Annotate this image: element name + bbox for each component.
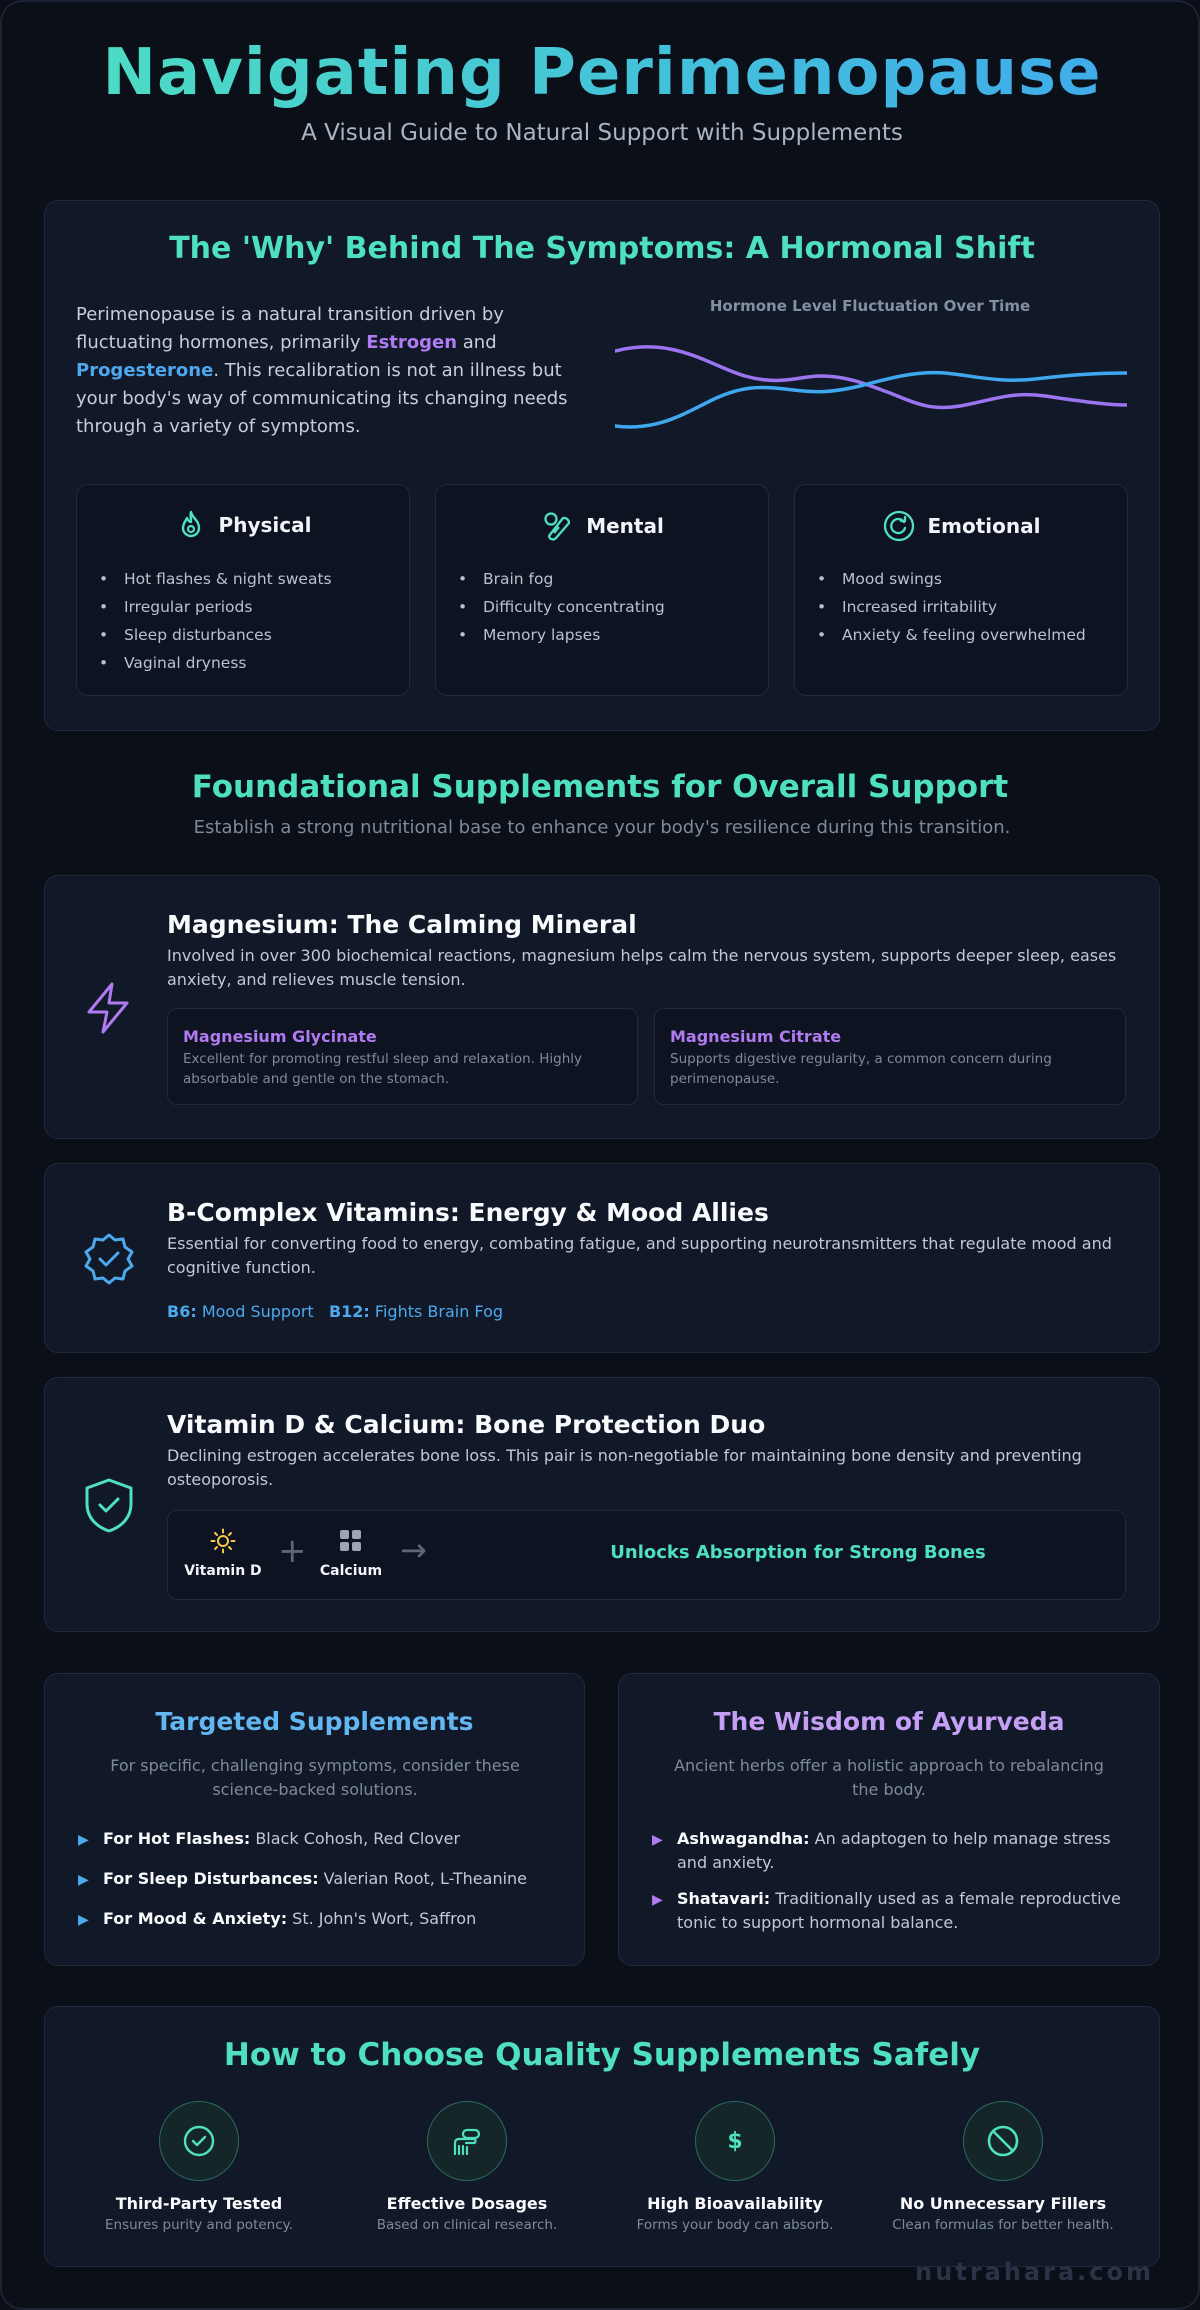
badge-check-icon bbox=[82, 1232, 136, 1286]
progesterone-wave bbox=[615, 373, 1127, 427]
ban-icon bbox=[986, 2124, 1020, 2158]
form-desc: Supports digestive regularity, a common concern during perimenopause. bbox=[670, 1051, 1052, 1087]
sun-icon bbox=[210, 1528, 236, 1554]
hormone-wave-chart bbox=[615, 331, 1127, 441]
form-title: Magnesium Glycinate bbox=[183, 1027, 377, 1046]
magnesium-title: Magnesium: The Calming Mineral bbox=[167, 910, 637, 939]
estrogen-highlight: Estrogen bbox=[366, 332, 458, 353]
quality-icon-circle bbox=[963, 2101, 1043, 2181]
list-item: • Mood swings bbox=[817, 565, 1086, 593]
hormonal-shift-text: Perimenopause is a natural transition driven by fluctuating hormones, primarily Estrogen and Progesterone. This recalibration is not an illness but your body's way of communicating its changing needs through a variety of symptoms. bbox=[76, 304, 568, 437]
quality-icon-circle bbox=[159, 2101, 239, 2181]
triangle-right-icon: ▶ bbox=[78, 1872, 89, 1888]
calcium-icon bbox=[339, 1529, 363, 1553]
flame-icon bbox=[175, 509, 207, 541]
quality-icon-circle bbox=[695, 2101, 775, 2181]
list-item: • Hot flashes & night sweats bbox=[99, 565, 332, 593]
vitamin-d-label: Vitamin D bbox=[184, 1563, 262, 1579]
ayurveda-card bbox=[618, 1673, 1160, 1966]
list-item: • Brain fog bbox=[458, 565, 665, 593]
list-item: • Increased irritability bbox=[817, 593, 1086, 621]
bcomplex-desc: Essential for converting food to energy, combating fatigue, and supporting neurotransmitters that regulate mood and cognitive function. bbox=[167, 1234, 1112, 1277]
ayurveda-subtitle: Ancient herbs offer a holistic approach to rebalancing the body. bbox=[674, 1756, 1104, 1799]
form-title: Magnesium Citrate bbox=[670, 1027, 842, 1046]
calcium-label: Calcium bbox=[319, 1563, 383, 1579]
targeted-title: Targeted Supplements bbox=[155, 1707, 474, 1736]
plus-sign: + bbox=[278, 1531, 307, 1571]
triangle-right-icon: ▶ bbox=[78, 1832, 89, 1848]
triangle-right-icon: ▶ bbox=[652, 1832, 663, 1848]
hormone-chart-title: Hormone Level Fluctuation Over Time bbox=[709, 297, 1031, 315]
vitamin-d-title: Vitamin D & Calcium: Bone Protection Duo bbox=[167, 1410, 766, 1439]
symptom-card-physical bbox=[76, 484, 410, 696]
brain-icon bbox=[540, 509, 574, 543]
list-item: • Memory lapses bbox=[458, 621, 665, 649]
vitamin-d-desc: Declining estrogen accelerates bone loss. This pair is non-negotiable for maintaining bone density and preventing osteoporosis. bbox=[167, 1446, 1082, 1489]
page-subtitle: A Visual Guide to Natural Support with Supplements bbox=[301, 120, 903, 146]
quality-item-title: No Unnecessary Fillers bbox=[899, 2194, 1107, 2213]
list-item: ▶ For Sleep Disturbances: Valerian Root, L-Theanine bbox=[78, 1867, 548, 1891]
bcomplex-title: B-Complex Vitamins: Energy & Mood Allies bbox=[167, 1198, 769, 1227]
hormonal-shift-title: The 'Why' Behind The Symptoms: A Hormonal Shift bbox=[169, 231, 1035, 266]
triangle-right-icon: ▶ bbox=[652, 1892, 663, 1908]
absorption-result: Unlocks Absorption for Strong Bones bbox=[610, 1542, 986, 1563]
quality-item-title: High Bioavailability bbox=[647, 2194, 823, 2213]
dollar-icon: $ bbox=[727, 2128, 743, 2154]
symptom-card-mental bbox=[435, 484, 769, 696]
quality-item-title: Third-Party Tested bbox=[115, 2194, 283, 2213]
foundational-title: Foundational Supplements for Overall Support bbox=[191, 769, 1009, 805]
symptom-title-mental: Mental bbox=[586, 514, 664, 538]
shield-check-icon bbox=[82, 1476, 136, 1534]
list-item: • Anxiety & feeling overwhelmed bbox=[817, 621, 1086, 649]
hormonal-shift-card bbox=[44, 200, 1160, 731]
ayurveda-title: The Wisdom of Ayurveda bbox=[713, 1707, 1065, 1736]
check-circle-icon bbox=[182, 2124, 216, 2158]
arrow-sign: → bbox=[400, 1531, 427, 1569]
lightning-icon bbox=[83, 981, 133, 1035]
quality-card bbox=[44, 2006, 1160, 2267]
bcomplex-card bbox=[44, 1163, 1160, 1353]
list-item: ▶ Ashwagandha: An adaptogen to help manage stress and anxiety. bbox=[652, 1829, 1111, 1872]
symptom-card-emotional bbox=[794, 484, 1128, 696]
quality-item-desc: Ensures purity and potency. bbox=[104, 2217, 293, 2233]
targeted-subtitle: For specific, challenging symptoms, consider these science-backed solutions. bbox=[110, 1756, 520, 1799]
list-item: • Difficulty concentrating bbox=[458, 593, 665, 621]
hand-pill-icon bbox=[450, 2124, 484, 2158]
list-item: ▶ For Hot Flashes: Black Cohosh, Red Clover bbox=[78, 1827, 548, 1851]
vitamin-d-card bbox=[44, 1377, 1160, 1632]
form-desc: Excellent for promoting restful sleep and relaxation. Highly absorbable and gentle on the stomach. bbox=[183, 1051, 583, 1087]
page-title: Navigating Perimenopause bbox=[2, 36, 1200, 110]
magnesium-card bbox=[44, 875, 1160, 1139]
quality-item-desc: Based on clinical research. bbox=[376, 2217, 558, 2233]
list-item: ▶ For Mood & Anxiety: St. John's Wort, Saffron bbox=[78, 1907, 548, 1931]
refresh-icon bbox=[882, 509, 916, 543]
quality-item-title: Effective Dosages bbox=[386, 2194, 548, 2213]
b-vitamin-tags: B6: Mood Support B12: Fights Brain Fog bbox=[167, 1302, 504, 1321]
list-item: • Sleep disturbances bbox=[99, 621, 332, 649]
list-item: • Vaginal dryness bbox=[99, 649, 332, 677]
quality-icon-circle bbox=[427, 2101, 507, 2181]
magnesium-citrate-box bbox=[654, 1008, 1126, 1105]
list-item: ▶ Shatavari: Traditionally used as a female reproductive tonic to support hormonal balance. bbox=[652, 1889, 1121, 1932]
magnesium-glycinate-box bbox=[167, 1008, 638, 1105]
quality-item-desc: Clean formulas for better health. bbox=[892, 2217, 1114, 2233]
quality-title: How to Choose Quality Supplements Safely bbox=[223, 2037, 981, 2073]
list-item: • Irregular periods bbox=[99, 593, 332, 621]
triangle-right-icon: ▶ bbox=[78, 1912, 89, 1928]
quality-item-desc: Forms your body can absorb. bbox=[636, 2217, 834, 2233]
watermark: nutrahara.com bbox=[915, 2258, 1154, 2286]
symptom-title-emotional: Emotional bbox=[927, 514, 1041, 538]
foundational-subtitle: Establish a strong nutritional base to enhance your body's resilience during this transition. bbox=[193, 817, 1011, 838]
progesterone-highlight: Progesterone bbox=[76, 360, 214, 381]
magnesium-desc: Involved in over 300 biochemical reactions, magnesium helps calm the nervous system, supports deeper sleep, eases anxiety, and relieves muscle tension. bbox=[167, 946, 1117, 989]
absorption-box bbox=[167, 1510, 1126, 1600]
symptom-title-physical: Physical bbox=[218, 513, 312, 537]
targeted-card bbox=[44, 1673, 585, 1966]
